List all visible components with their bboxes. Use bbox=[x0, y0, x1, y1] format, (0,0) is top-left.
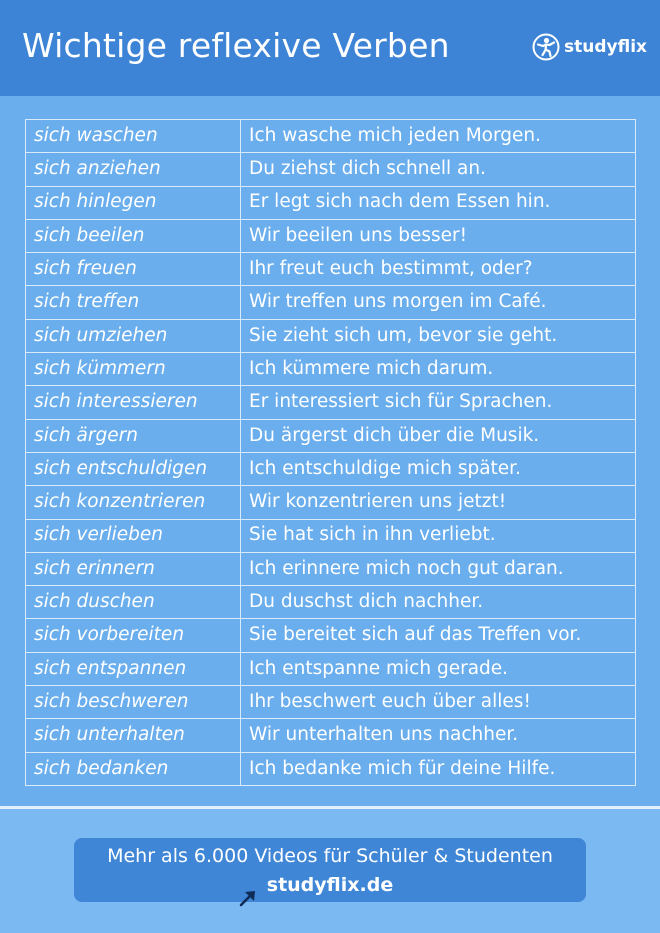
table-row bbox=[26, 419, 636, 452]
studyflix-logo[interactable] bbox=[532, 32, 647, 62]
logo-text: studyflix bbox=[564, 37, 647, 57]
table-row bbox=[26, 120, 636, 153]
example-cell: Sie hat sich in ihn verliebt. bbox=[241, 519, 636, 552]
verb-cell: sich erinnern bbox=[26, 552, 241, 585]
verb-cell: sich unterhalten bbox=[26, 719, 241, 752]
verb-cell: sich waschen bbox=[26, 120, 241, 153]
example-cell: Er interessiert sich für Sprachen. bbox=[241, 386, 636, 419]
table-row bbox=[26, 719, 636, 752]
verb-cell: sich kümmern bbox=[26, 353, 241, 386]
table-row bbox=[26, 552, 636, 585]
example-cell: Wir unterhalten uns nachher. bbox=[241, 719, 636, 752]
example-cell: Du ziehst dich schnell an. bbox=[241, 153, 636, 186]
example-cell: Ich erinnere mich noch gut daran. bbox=[241, 552, 636, 585]
cursor-arrow-icon bbox=[238, 886, 260, 908]
verb-cell: sich duschen bbox=[26, 586, 241, 619]
table-row bbox=[26, 452, 636, 485]
example-cell: Ihr freut euch bestimmt, oder? bbox=[241, 253, 636, 286]
example-cell: Sie zieht sich um, bevor sie geht. bbox=[241, 319, 636, 352]
studyflix-figure-icon bbox=[532, 33, 560, 61]
verb-cell: sich entspannen bbox=[26, 652, 241, 685]
header-bar bbox=[0, 0, 660, 96]
table-row bbox=[26, 652, 636, 685]
page-title: Wichtige reflexive Verben bbox=[22, 26, 450, 65]
example-cell: Du duschst dich nachher. bbox=[241, 586, 636, 619]
table-row bbox=[26, 619, 636, 652]
table-row bbox=[26, 386, 636, 419]
example-cell: Ich entspanne mich gerade. bbox=[241, 652, 636, 685]
verb-cell: sich hinlegen bbox=[26, 186, 241, 219]
example-cell: Ich entschuldige mich später. bbox=[241, 452, 636, 485]
table-row bbox=[26, 186, 636, 219]
table-row bbox=[26, 486, 636, 519]
verb-table bbox=[25, 119, 636, 786]
example-cell: Ich wasche mich jeden Morgen. bbox=[241, 120, 636, 153]
verb-cell: sich umziehen bbox=[26, 319, 241, 352]
verb-cell: sich interessieren bbox=[26, 386, 241, 419]
verb-cell: sich anziehen bbox=[26, 153, 241, 186]
verb-cell: sich bedanken bbox=[26, 752, 241, 785]
table-row bbox=[26, 353, 636, 386]
table-row bbox=[26, 752, 636, 785]
example-cell: Wir treffen uns morgen im Café. bbox=[241, 286, 636, 319]
example-cell: Ihr beschwert euch über alles! bbox=[241, 686, 636, 719]
verb-table-body bbox=[26, 120, 636, 786]
verb-cell: sich freuen bbox=[26, 253, 241, 286]
verb-table-container bbox=[25, 119, 635, 786]
example-cell: Ich bedanke mich für deine Hilfe. bbox=[241, 752, 636, 785]
table-row bbox=[26, 686, 636, 719]
verb-cell: sich vorbereiten bbox=[26, 619, 241, 652]
example-cell: Wir konzentrieren uns jetzt! bbox=[241, 486, 636, 519]
table-row bbox=[26, 153, 636, 186]
table-row bbox=[26, 219, 636, 252]
example-cell: Ich kümmere mich darum. bbox=[241, 353, 636, 386]
promo-banner[interactable] bbox=[74, 838, 586, 902]
table-row bbox=[26, 319, 636, 352]
promo-text: Mehr als 6.000 Videos für Schüler & Studenten bbox=[107, 845, 553, 867]
verb-cell: sich entschuldigen bbox=[26, 452, 241, 485]
table-row bbox=[26, 253, 636, 286]
verb-cell: sich ärgern bbox=[26, 419, 241, 452]
table-row bbox=[26, 519, 636, 552]
verb-cell: sich verlieben bbox=[26, 519, 241, 552]
verb-cell: sich treffen bbox=[26, 286, 241, 319]
verb-cell: sich beeilen bbox=[26, 219, 241, 252]
verb-cell: sich beschweren bbox=[26, 686, 241, 719]
example-cell: Er legt sich nach dem Essen hin. bbox=[241, 186, 636, 219]
verb-cell: sich konzentrieren bbox=[26, 486, 241, 519]
studyflix-link[interactable]: studyflix.de bbox=[266, 874, 394, 896]
example-cell: Wir beeilen uns besser! bbox=[241, 219, 636, 252]
table-row bbox=[26, 586, 636, 619]
example-cell: Du ärgerst dich über die Musik. bbox=[241, 419, 636, 452]
table-row bbox=[26, 286, 636, 319]
example-cell: Sie bereitet sich auf das Treffen vor. bbox=[241, 619, 636, 652]
